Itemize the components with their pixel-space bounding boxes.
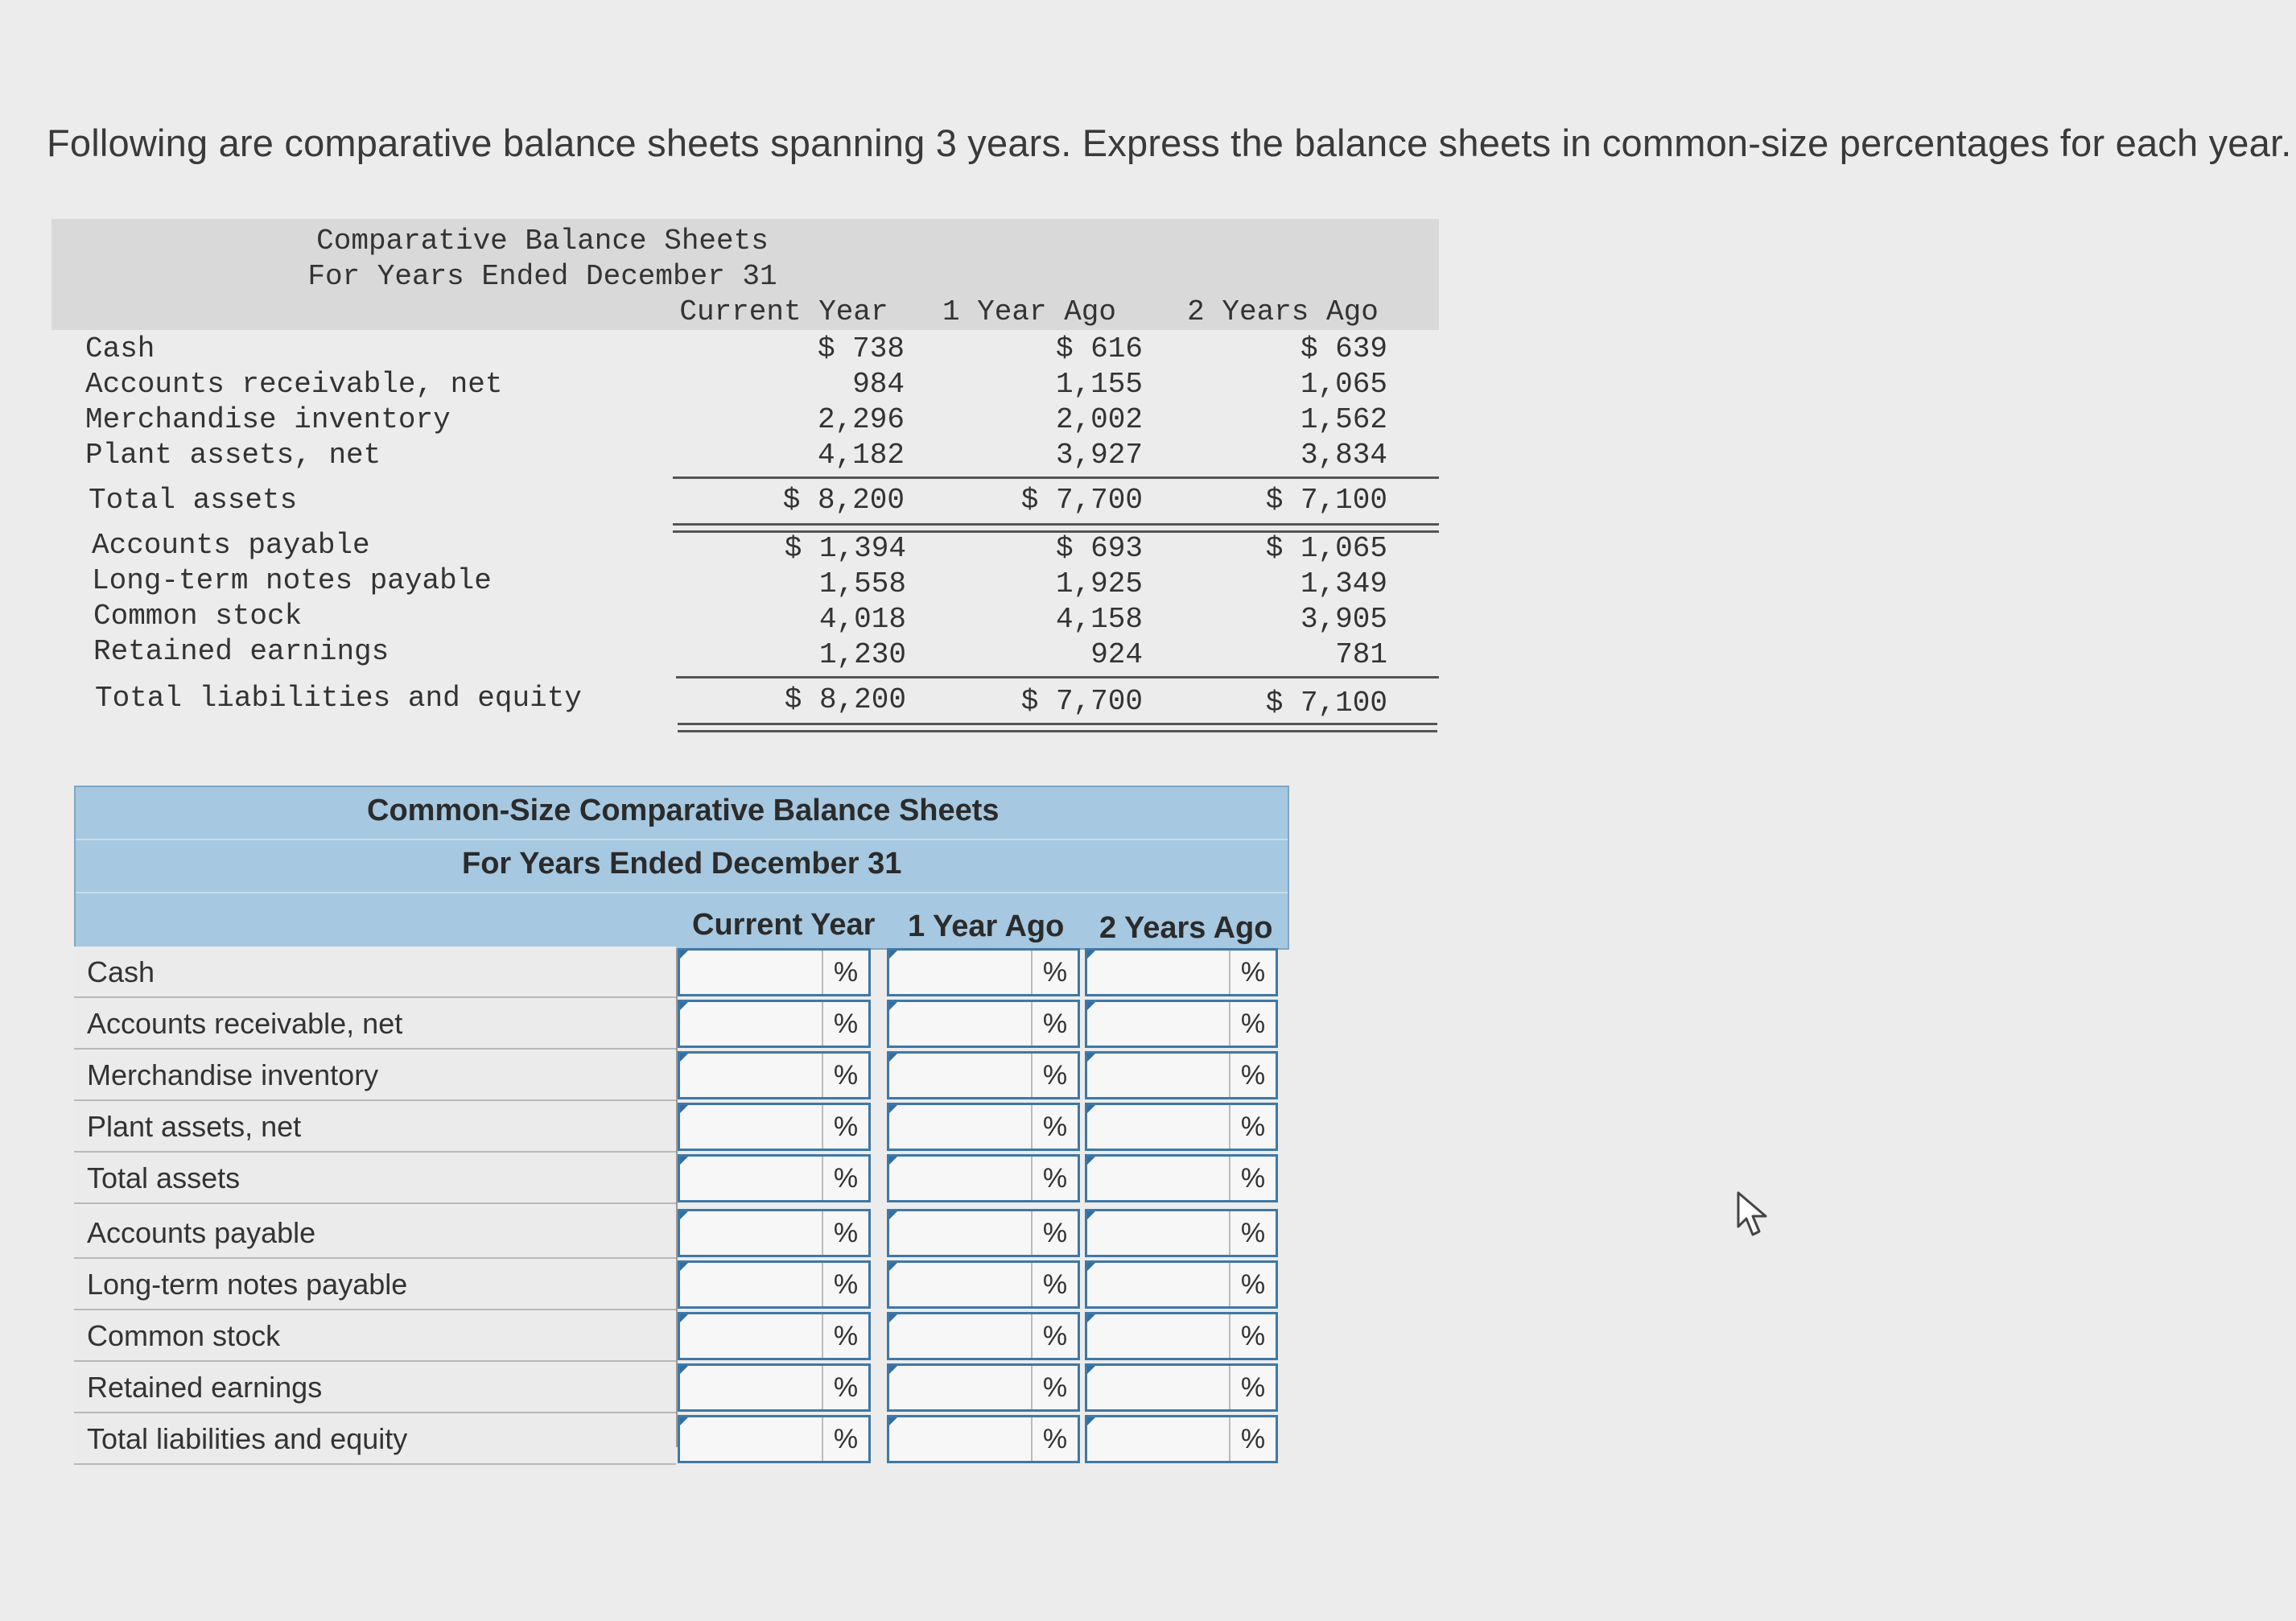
percent-input[interactable] [889,1054,1037,1099]
percent-input[interactable] [889,1417,1037,1462]
input-marker-icon [889,1211,897,1219]
balance-sheet-title: Comparative Balance Sheets [316,225,769,258]
percent-sign: % [822,1054,868,1097]
percent-sign: % [1229,1417,1276,1461]
subtotal-rule [673,476,1439,479]
percent-sign: % [1031,1366,1078,1409]
bs-cell: 2,002 [1055,403,1143,436]
percent-input-cell [1085,1103,1278,1151]
input-marker-icon [680,1366,688,1374]
percent-input[interactable] [1087,1105,1235,1150]
bs-cell: $ 7,700 [1020,685,1143,718]
common-size-row-label: Cash [74,947,676,998]
percent-input-cell [678,1260,871,1309]
bs-cell: 1,349 [1300,567,1387,600]
percent-input[interactable] [680,1417,828,1462]
balance-sheet-col-2-years-ago: 2 Years Ago [1187,295,1379,328]
bs-cell: 781 [1335,638,1387,671]
input-marker-icon [889,1417,897,1425]
header-divider [76,892,1288,893]
percent-input-cell [1085,1363,1278,1412]
percent-input-cell [887,1363,1080,1412]
bs-cell: 3,927 [1055,439,1143,472]
percent-input[interactable] [889,1157,1037,1202]
bs-row-label: Plant assets, net [85,439,381,472]
percent-sign: % [1229,1105,1276,1149]
bs-row-label: Retained earnings [93,635,390,668]
percent-input-cell [678,1363,871,1412]
bs-cell: $ 639 [1300,332,1387,365]
percent-input[interactable] [1087,1314,1235,1359]
percent-sign: % [1031,951,1078,994]
common-size-row-label: Common stock [74,1310,676,1362]
input-marker-icon [889,1263,897,1271]
percent-input-cell [887,1415,1080,1463]
input-marker-icon [1087,1002,1095,1010]
percent-input[interactable] [889,1105,1037,1150]
percent-input[interactable] [1087,951,1235,996]
percent-input[interactable] [680,1105,828,1150]
bs-row-label: Common stock [93,600,303,633]
percent-sign: % [1229,1054,1276,1097]
bs-cell: $ 8,200 [782,484,905,517]
percent-input[interactable] [1087,1054,1235,1099]
input-marker-icon [889,1054,897,1062]
bs-cell: 1,925 [1055,567,1143,600]
instruction-text: Following are comparative balance sheets spanning 3 years. Express the balance sheets in common-size percentages for each year. [47,122,2292,164]
balance-sheet-subtitle: For Years Ended December 31 [307,260,777,293]
percent-input[interactable] [680,1054,828,1099]
percent-input-cell [678,1000,871,1048]
input-marker-icon [889,1366,897,1374]
percent-sign: % [1229,1314,1276,1358]
common-size-row-label: Retained earnings [74,1362,676,1413]
percent-sign: % [1229,1263,1276,1306]
bs-row-label: Merchandise inventory [85,403,451,436]
bs-cell: $ 7,100 [1265,687,1387,720]
bs-cell: 2,296 [817,403,905,436]
input-marker-icon [1087,951,1095,959]
percent-input-cell [1085,948,1278,996]
percent-input-cell [1085,1312,1278,1360]
bs-cell: $ 693 [1055,532,1143,565]
bs-cell: $ 616 [1055,332,1143,365]
percent-sign: % [822,1366,868,1409]
bs-cell: 1,558 [818,567,906,600]
percent-input-cell [678,1209,871,1257]
input-marker-icon [680,1105,688,1113]
mouse-cursor-icon [1735,1190,1777,1241]
percent-input-cell [887,1154,1080,1202]
percent-input[interactable] [1087,1263,1235,1308]
bs-cell: $ 738 [817,332,905,365]
percent-input[interactable] [680,1366,828,1411]
percent-input-cell [1085,1051,1278,1099]
percent-input-cell [678,948,871,996]
common-size-row-label: Total assets [74,1153,676,1204]
comparative-balance-sheet [52,219,1439,734]
percent-input[interactable] [1087,1366,1235,1411]
input-marker-icon [1087,1314,1095,1322]
bs-row-label: Accounts receivable, net [85,368,503,401]
bs-row-label: Long-term notes payable [92,564,492,597]
bs-cell: 3,905 [1300,603,1387,636]
input-marker-icon [889,1105,897,1113]
percent-sign: % [1031,1314,1078,1358]
common-size-title: Common-Size Comparative Balance Sheets [367,794,1000,827]
input-marker-icon [889,951,897,959]
percent-sign: % [1031,1105,1078,1149]
bs-cell: 1,230 [818,638,906,671]
percent-input-cell [678,1312,871,1360]
percent-input[interactable] [889,1002,1037,1047]
input-marker-icon [1087,1263,1095,1271]
input-marker-icon [889,1002,897,1010]
percent-input-cell [887,948,1080,996]
percent-input[interactable] [889,1366,1037,1411]
percent-sign: % [1229,1157,1276,1200]
percent-sign: % [1229,951,1276,994]
bs-row-label: Cash [85,332,155,365]
percent-input[interactable] [1087,1417,1235,1462]
percent-input[interactable] [889,1314,1037,1359]
bs-cell: $ 1,065 [1265,532,1387,565]
percent-sign: % [822,1157,868,1200]
input-marker-icon [680,951,688,959]
input-marker-icon [680,1211,688,1219]
percent-input[interactable] [680,1002,828,1047]
common-size-row-label: Merchandise inventory [74,1050,676,1101]
percent-input-cell [1085,1000,1278,1048]
input-marker-icon [680,1157,688,1165]
percent-sign: % [1031,1002,1078,1046]
input-marker-icon [680,1263,688,1271]
percent-input[interactable] [889,951,1037,996]
common-size-row-label: Long-term notes payable [74,1259,676,1310]
percent-input-cell [887,1260,1080,1309]
bs-cell: 1,562 [1300,403,1387,436]
percent-input[interactable] [1087,1157,1235,1202]
percent-sign: % [822,951,868,994]
common-size-row-label: Accounts payable [74,1207,676,1259]
total-double-rule [678,723,1437,732]
bs-cell: 984 [852,368,905,401]
input-marker-icon [680,1314,688,1322]
input-marker-icon [680,1054,688,1062]
percent-input-cell [1085,1209,1278,1257]
common-size-col-current-year: Current Year [692,908,876,942]
percent-input-cell [678,1415,871,1463]
balance-sheet-col-current-year: Current Year [679,295,888,328]
bs-cell: 4,158 [1055,603,1143,636]
percent-input-cell [678,1154,871,1202]
input-marker-icon [889,1157,897,1165]
percent-input-cell [887,1000,1080,1048]
percent-sign: % [822,1417,868,1461]
input-marker-icon [1087,1366,1095,1374]
percent-input-cell [678,1103,871,1151]
bs-cell: $ 8,200 [784,683,906,716]
input-marker-icon [1087,1105,1095,1113]
percent-sign: % [1229,1002,1276,1046]
percent-sign: % [822,1211,868,1255]
percent-sign: % [1031,1054,1078,1097]
percent-input-cell [1085,1415,1278,1463]
percent-input[interactable] [680,951,828,996]
common-size-table [74,786,1288,1458]
common-size-col-1-year-ago: 1 Year Ago [908,909,1065,943]
percent-input[interactable] [680,1211,828,1256]
common-size-subtitle: For Years Ended December 31 [462,847,902,881]
input-marker-icon [1087,1157,1095,1165]
percent-input[interactable] [889,1263,1037,1308]
percent-input[interactable] [889,1211,1037,1256]
bs-cell: $ 7,700 [1020,484,1143,517]
percent-sign: % [822,1314,868,1358]
bs-cell: $ 1,394 [784,532,906,565]
bs-cell: 1,065 [1300,368,1387,401]
percent-input-cell [887,1209,1080,1257]
percent-input-cell [887,1312,1080,1360]
input-marker-icon [889,1314,897,1322]
percent-sign: % [822,1105,868,1149]
balance-sheet-col-1-year-ago: 1 Year Ago [942,295,1117,328]
percent-input[interactable] [680,1314,828,1359]
common-size-row-label: Accounts receivable, net [74,998,676,1050]
percent-sign: % [1229,1211,1276,1255]
percent-sign: % [1031,1263,1078,1306]
header-divider [76,839,1288,840]
percent-input-cell [1085,1154,1278,1202]
bs-cell: 1,155 [1055,368,1143,401]
bs-row-label: Total assets [89,484,298,517]
input-marker-icon [1087,1211,1095,1219]
input-marker-icon [680,1417,688,1425]
common-size-row-label: Total liabilities and equity [74,1413,676,1465]
percent-sign: % [1031,1211,1078,1255]
percent-input[interactable] [680,1157,828,1202]
input-marker-icon [1087,1054,1095,1062]
bs-row-label: Accounts payable [92,529,370,562]
bs-cell: 3,834 [1300,439,1387,472]
percent-sign: % [1229,1366,1276,1409]
percent-input-cell [887,1103,1080,1151]
input-marker-icon [680,1002,688,1010]
input-marker-icon [1087,1417,1095,1425]
subtotal-rule [676,676,1439,679]
percent-sign: % [822,1002,868,1046]
bs-cell: 924 [1090,638,1143,671]
bs-cell: 4,182 [817,439,905,472]
bs-row-label: Total liabilities and equity [95,682,582,715]
common-size-row-label: Plant assets, net [74,1101,676,1153]
percent-input[interactable] [1087,1002,1235,1047]
percent-input-cell [678,1051,871,1099]
percent-input[interactable] [1087,1211,1235,1256]
percent-input[interactable] [680,1263,828,1308]
bs-cell: 4,018 [818,603,906,636]
percent-input-cell [1085,1260,1278,1309]
common-size-col-2-years-ago: 2 Years Ago [1099,911,1273,945]
percent-input-cell [887,1051,1080,1099]
percent-sign: % [1031,1157,1078,1200]
percent-sign: % [822,1263,868,1306]
percent-sign: % [1031,1417,1078,1461]
bs-cell: $ 7,100 [1265,484,1387,517]
